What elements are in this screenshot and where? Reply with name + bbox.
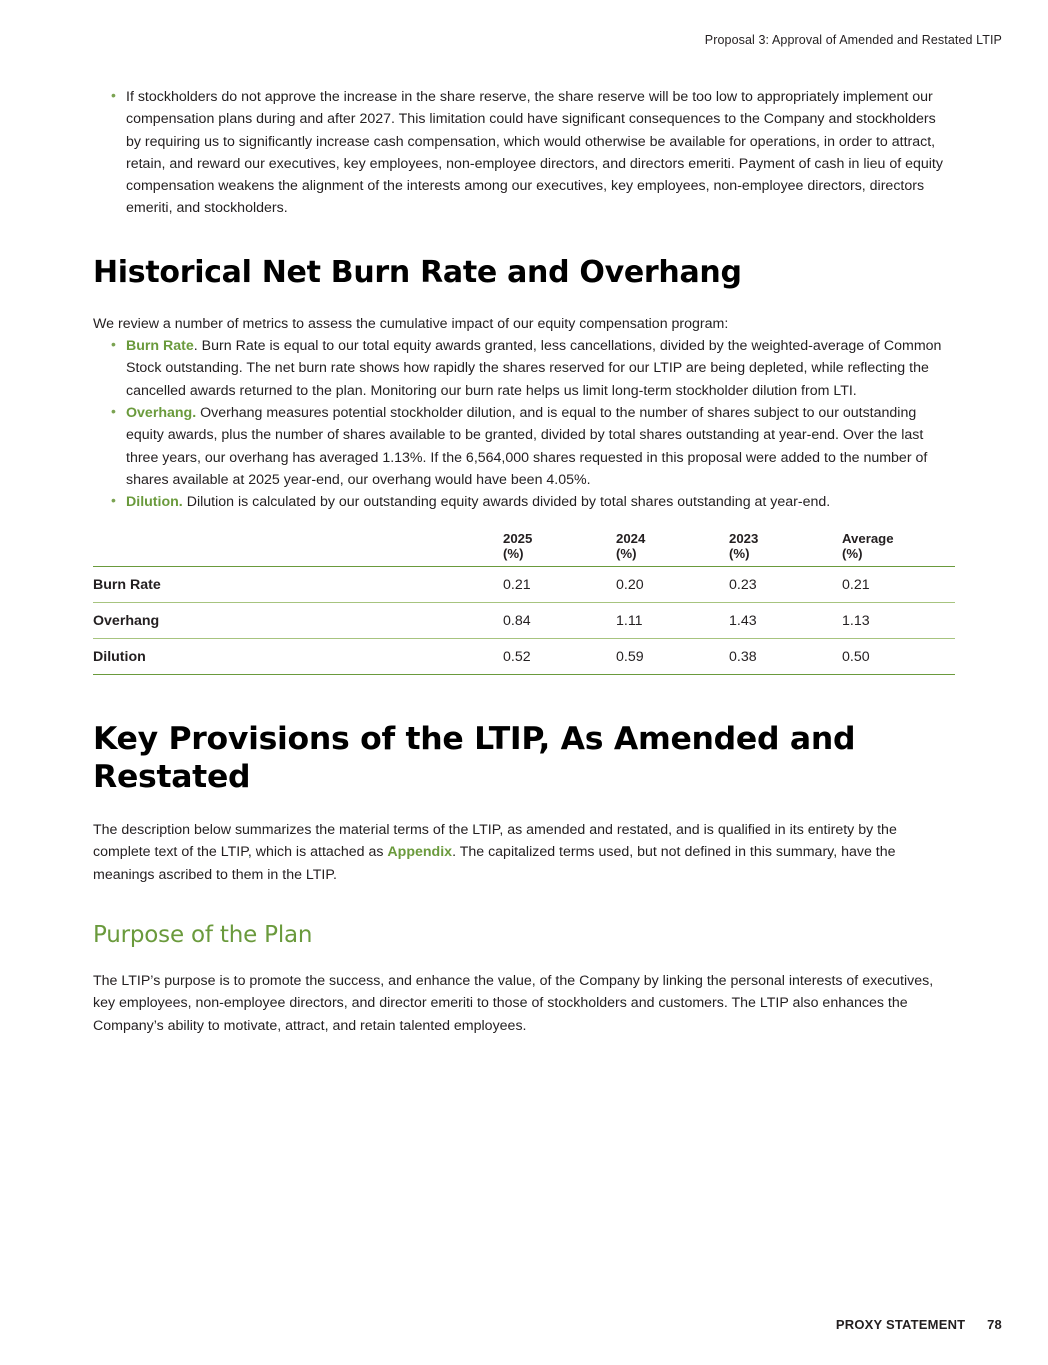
- table-cell-overhang-2023: 1.43: [729, 603, 842, 639]
- key-provisions-paragraph: [93, 819, 955, 886]
- table-header-blank: [93, 531, 503, 567]
- table-header-average-label: Average: [842, 531, 894, 547]
- list-item: [93, 402, 956, 491]
- list-item: [93, 491, 956, 513]
- table-row: [93, 567, 955, 603]
- table-header-2024-unit: (%): [616, 546, 637, 562]
- footer-label: PROXY STATEMENT: [835, 1317, 966, 1332]
- intro-bullet-list: [93, 86, 955, 220]
- table-header-average: [842, 531, 955, 567]
- page-footer: [836, 1317, 1002, 1332]
- section-heading-key-provisions: Key Provisions of the LTIP, As Amended and Restated: [93, 721, 856, 796]
- table-cell-burn-rate-2025: 0.21: [503, 567, 616, 603]
- table-header-2025-label: 2025: [503, 531, 533, 547]
- burn-rate-overhang-table: [93, 531, 955, 675]
- term-dilution-text: Dilution is calculated by our outstanding equity awards divided by total shares outstanding at year-end.: [182, 494, 831, 511]
- list-item: • If stockholders do not approve the increase in the share reserve, the share reserve will be too low to appropriately implement our compensation plans during and after 2027. This limitation could have significant consequences to the Company and stockholders by requiring us to significantly increase cash compensation, which would otherwise be available for operations, in order to attract, retain, and reward our executives, key employees, non-employee directors, and directors emeriti. Payment of cash in lieu of equity compensation weakens the alignment of the interests among our executives, key employees, non-employee directors, directors emeriti, and stockholders.: [93, 86, 946, 220]
- table-header-2024: [616, 531, 729, 567]
- term-burn-rate: Burn Rate: [126, 338, 194, 355]
- table-header-2025: [503, 531, 616, 567]
- table-header-2023-label: 2023: [729, 531, 759, 547]
- table-row-label-dilution: Dilution: [93, 639, 503, 675]
- metrics-definition-list: [93, 335, 955, 513]
- term-dilution: Dilution.: [126, 494, 183, 511]
- table-header-2025-unit: (%): [503, 546, 524, 562]
- key-provisions-text-part2: . The capitalized terms used, but not defined in this summary, have the meanings ascribed to them in the LTIP.: [93, 844, 896, 883]
- table-cell-burn-rate-2024: 0.20: [616, 567, 729, 603]
- key-provisions-text-part1: The description below summarizes the material terms of the LTIP, as amended and restated, and is qualified in its entirety by the complete text of the LTIP, which is attached as: [93, 822, 897, 861]
- table-row: [93, 603, 955, 639]
- table-header-2023-unit: (%): [729, 546, 750, 562]
- term-burn-rate-text: . Burn Rate is equal to our total equity awards granted, less cancellations, divided by the weighted-average of Common Stock outstanding. The net burn rate shows how rapidly the shares reserved for our LTIP are being depleted, while reflecting the cancelled awards returned to the plan. Monitoring our burn rate helps us limit long-term stockholder dilution from LTI.: [126, 338, 942, 399]
- table-cell-overhang-average: 1.13: [842, 603, 955, 639]
- table-cell-dilution-2024: 0.59: [616, 639, 729, 675]
- table-header-average-unit: (%): [842, 546, 863, 562]
- table-cell-overhang-2025: 0.84: [503, 603, 616, 639]
- section-lead-paragraph: We review a number of metrics to assess the cumulative impact of our equity compensation program:: [93, 315, 729, 332]
- page-number: 78: [987, 1317, 1002, 1332]
- table-cell-dilution-2023: 0.38: [729, 639, 842, 675]
- table-cell-dilution-average: 0.50: [842, 639, 955, 675]
- purpose-of-the-plan-paragraph: The LTIP’s purpose is to promote the success, and enhance the value, of the Company by linking the personal interests of executives, key employees, non-employee directors, and director emeriti to those of stockholders and customers. The LTIP also enhances the Company’s ability to motivate, attract, and retain talented employees.: [93, 972, 934, 1034]
- table-row: [93, 639, 955, 675]
- running-header: Proposal 3: Approval of Amended and Restated LTIP: [704, 33, 1002, 47]
- term-overhang: Overhang.: [126, 404, 197, 421]
- term-overhang-text: Overhang measures potential stockholder dilution, and is equal to the number of shares subject to our outstanding equity awards, plus the number of shares available to be granted, divided by total shares outstanding at year-end. Over the last three years, our overhang has averaged 1.13%. If the 6,564,000 shares requested in this proposal were added to the number of shares available at 2025 year-end, our overhang would have been 4.05%.: [126, 404, 928, 488]
- table-cell-burn-rate-average: 0.21: [842, 567, 955, 603]
- subsection-heading-purpose-of-the-plan: Purpose of the Plan: [93, 921, 313, 948]
- page-content: [93, 86, 955, 1037]
- table-cell-burn-rate-2023: 0.23: [729, 567, 842, 603]
- section-heading-historical-net-burn-rate: Historical Net Burn Rate and Overhang: [93, 254, 742, 290]
- table-row-label-burn-rate: Burn Rate: [93, 567, 503, 603]
- list-item: [93, 335, 956, 402]
- table-header-2024-label: 2024: [616, 531, 646, 547]
- table-header-2023: [729, 531, 842, 567]
- appendix-link[interactable]: Appendix: [387, 844, 453, 861]
- table-row-label-overhang: Overhang: [93, 603, 503, 639]
- table-cell-dilution-2025: 0.52: [503, 639, 616, 675]
- table-cell-overhang-2024: 1.11: [616, 603, 729, 639]
